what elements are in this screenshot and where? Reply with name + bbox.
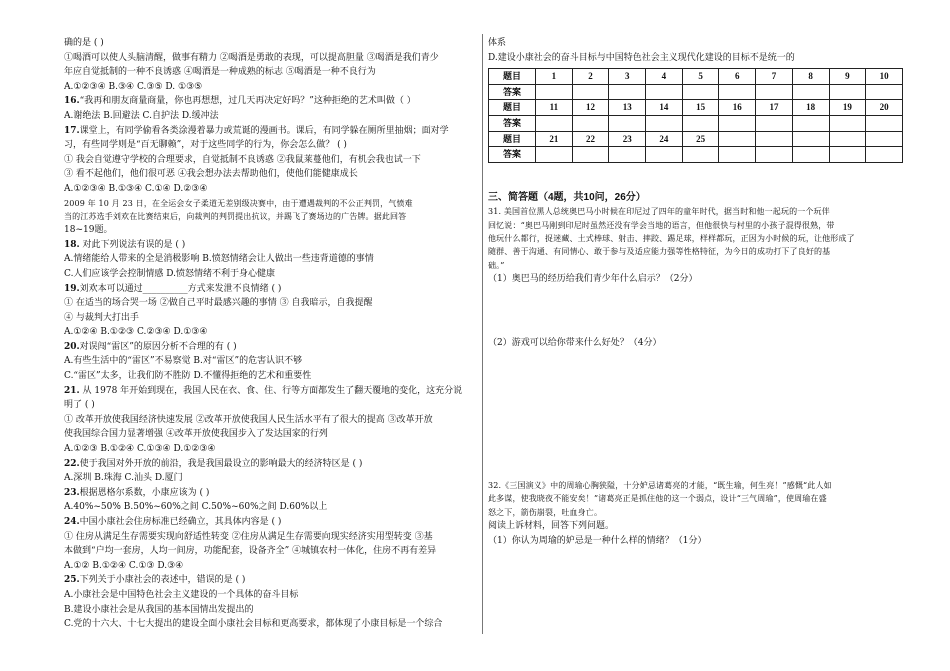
right-column bbox=[488, 36, 908, 548]
answer-space bbox=[488, 351, 908, 479]
exam-line bbox=[64, 197, 474, 210]
question-number-cell: 13 bbox=[609, 100, 646, 116]
q31-sub-1: （1）奥巴马的经历给我们青少年什么启示？（2分） bbox=[488, 273, 698, 284]
question-number-cell: 4 bbox=[646, 69, 683, 85]
q31-line: 31. 美国首位黑人总统奥巴马小时候在印尼过了四年的童年时代，据当时和他一起玩的一个玩伴 bbox=[488, 207, 830, 217]
question-number-cell: 20 bbox=[866, 100, 903, 116]
answer-cell[interactable] bbox=[829, 84, 866, 100]
question-number-cell: 17 bbox=[756, 100, 793, 116]
q31-line: 回忆说：“奥巴马刚到印尼时虽然还没有学会当地的语言，但他很快与村里的小孩子混得很熟，带 bbox=[488, 220, 835, 230]
line-text: A.①②③④ B.①③④ C.①④ D.②③④ bbox=[64, 183, 208, 194]
answer-space bbox=[488, 286, 908, 336]
line-text: 年应自觉抵制的一种不良诱惑 ④喝酒是一种成熟的标志 ⑤喝酒是一种不良行为 bbox=[64, 67, 376, 78]
question-number: 17. bbox=[64, 125, 80, 136]
q32-sub-1: （1）你认为周瑜的妒忌是一种什么样的情绪？（1分） bbox=[488, 535, 707, 546]
exam-line bbox=[64, 167, 474, 182]
left-column bbox=[64, 36, 474, 632]
answer-label: 答案 bbox=[489, 147, 536, 163]
question-number-cell bbox=[866, 131, 903, 147]
answer-cell[interactable] bbox=[829, 147, 866, 163]
exam-line bbox=[64, 369, 474, 384]
answer-cell[interactable] bbox=[682, 84, 719, 100]
question-number-cell: 22 bbox=[572, 131, 609, 147]
answer-cell[interactable] bbox=[866, 84, 903, 100]
question-number-cell: 16 bbox=[719, 100, 756, 116]
exam-line bbox=[64, 282, 474, 297]
line-text: 习，有些同学则是“百无聊赖”，对于这些同学的行为，你会怎么做？ ( ) bbox=[64, 140, 347, 151]
answer-row bbox=[489, 115, 903, 131]
line-text: 下列关于小康社会的表述中，错误的是 ( ) bbox=[79, 575, 246, 586]
line-text: ① 我会自觉遵守学校的合理要求，自觉抵制不良诱惑 ②我鼠莱蔓他们，有机会我也试一下 bbox=[64, 154, 421, 165]
row-label: 题目 bbox=[489, 100, 536, 116]
line-text: 确的是 ( ) bbox=[64, 38, 104, 48]
question-number-cell: 7 bbox=[756, 69, 793, 85]
exam-line bbox=[64, 238, 474, 253]
line-text: 刘欢本可以通过__________方式来发泄不良情绪 ( ) bbox=[79, 283, 282, 294]
question-number-cell: 18 bbox=[792, 100, 829, 116]
q25-option-d: D.建设小康社会的奋斗目标与中国特色社会主义现代化建设的目标不是统一的 bbox=[488, 52, 795, 63]
exam-line bbox=[64, 109, 474, 124]
question-number-row bbox=[489, 69, 903, 85]
question-number: 23. bbox=[64, 487, 80, 498]
exam-line bbox=[64, 124, 474, 139]
answer-cell[interactable] bbox=[646, 147, 683, 163]
exam-line bbox=[64, 617, 474, 632]
exam-line bbox=[64, 559, 474, 574]
question-number-cell bbox=[829, 131, 866, 147]
question-number-cell: 5 bbox=[682, 69, 719, 85]
answer-cell[interactable] bbox=[866, 147, 903, 163]
q31-line: 础。” bbox=[488, 260, 505, 270]
answer-cell[interactable] bbox=[756, 147, 793, 163]
exam-line bbox=[64, 223, 474, 238]
q32-line: 32.《三国演义》中的周瑜心胸狭隘，十分妒忌诸葛亮的才能，“既生瑜，何生亮！”感慨“此人如 bbox=[488, 481, 832, 491]
answer-cell[interactable] bbox=[646, 115, 683, 131]
line-text: 使于我国对外开放的前沿，我是我国最设立的影响最大的经济特区是 ( ) bbox=[79, 458, 363, 469]
line-text: A.有些生活中的“雷区”不易察觉 B.对“雷区”的危害认识不够 bbox=[64, 356, 303, 367]
q31-line: 他玩什么都行，捉迷藏、土式棒球、射击、摔跤、踢足球，样样都玩，正因为小时候的玩，让他形成了 bbox=[488, 233, 855, 243]
line-text: A.深圳 B.珠海 C.汕头 D.厦门 bbox=[64, 473, 183, 484]
q32-line: 此多谋，使我晓夜不能安矣！”诸葛亮正是抓住他的这一个弱点，设计“三气周瑜”，使周瑜在盛 bbox=[488, 494, 827, 504]
line-text: 中国小康社会住房标准已经确立，其具体内容是 ( ) bbox=[79, 517, 282, 527]
exam-line bbox=[64, 65, 474, 80]
answer-label: 答案 bbox=[489, 84, 536, 100]
line-text: 课堂上，有同学偷看各类涂漫着暴力或荒诞的漫画书。课后，有同学躲在厕所里抽烟；面对学 bbox=[79, 125, 449, 136]
question-number: 19. bbox=[64, 283, 80, 294]
exam-line bbox=[64, 296, 474, 311]
answer-cell[interactable] bbox=[719, 115, 756, 131]
answer-cell[interactable] bbox=[756, 84, 793, 100]
line-text: ① 在适当的场合哭一场 ②做自己平时最感兴趣的事情 ③ 自我暗示，自我提醒 bbox=[64, 298, 373, 309]
line-text: 当的江苏选手刘欢在比赛结束后，向裁判的判罚提出抗议，并踢飞了赛场边的广告牌。据此回答 bbox=[64, 211, 407, 221]
line-text: ③ 看不起他们，他们很可恶 ④我会想办法去帮助他们，使他们能健康成长 bbox=[64, 169, 358, 180]
question-number-cell: 25 bbox=[682, 131, 719, 147]
exam-line bbox=[64, 94, 474, 109]
exam-line bbox=[64, 182, 474, 197]
line-text: A.谢绝法 B.回避法 C.自护法 D.缓冲法 bbox=[64, 110, 219, 121]
question-number-cell bbox=[719, 131, 756, 147]
exam-line bbox=[64, 36, 474, 51]
line-text: 2009 年 10 月 23 日，在全运会女子柔道无差别级决赛中，由于遭遇裁判的不公正判罚，气愤难 bbox=[64, 198, 413, 208]
exam-line bbox=[64, 267, 474, 282]
answer-label: 答案 bbox=[489, 115, 536, 131]
question-number-row bbox=[489, 131, 903, 147]
line-text: 对此下列说法有误的是 ( ) bbox=[79, 239, 186, 250]
q32-intro: 阅读上诉材料，回答下列问题。 bbox=[488, 520, 615, 531]
line-text: 18~19题。 bbox=[64, 225, 113, 236]
line-text: A.①②④ B.①②③ C.②③④ D.①③④ bbox=[64, 327, 208, 338]
question-number-cell: 23 bbox=[609, 131, 646, 147]
exam-line bbox=[64, 325, 474, 340]
answer-cell[interactable] bbox=[866, 115, 903, 131]
answer-cell[interactable] bbox=[646, 84, 683, 100]
exam-line bbox=[64, 153, 474, 168]
exam-line bbox=[64, 603, 474, 618]
question-number-cell: 8 bbox=[792, 69, 829, 85]
exam-line bbox=[64, 427, 474, 442]
question-number: 16. bbox=[64, 96, 80, 107]
exam-line bbox=[64, 354, 474, 369]
line-text: C.“雷区”太多，让我们防不胜防 D.不懂得拒绝的艺术和重要性 bbox=[64, 371, 312, 382]
exam-line bbox=[64, 413, 474, 428]
answer-cell[interactable] bbox=[536, 84, 573, 100]
line-text: A.40%~50% B.50%~60%之间 C.50%~60%之间 D.60%以上 bbox=[64, 502, 328, 513]
answer-cell[interactable] bbox=[792, 84, 829, 100]
exam-line bbox=[64, 252, 474, 267]
line-text: 从 1978 年开始到现在，我国人民在衣、食、住、行等方面都发生了翻天覆地的变化，这充分说 bbox=[79, 385, 463, 396]
exam-line bbox=[64, 471, 474, 486]
question-number-cell: 15 bbox=[682, 100, 719, 116]
answer-cell[interactable] bbox=[719, 147, 756, 163]
question-number-cell bbox=[756, 131, 793, 147]
q32-line: 怒之下，箭伤崩裂，吐血身亡。 bbox=[488, 507, 603, 517]
line-text: ① 住房从满足生存需要实现向舒适性转变 ②住房从满足生存需要向现实经济实用型转变 ③基 bbox=[64, 531, 433, 542]
question-number: 20. bbox=[64, 341, 80, 352]
line-text: C.人们应该学会控制情感 D.愤怒情绪不利于身心健康 bbox=[64, 268, 276, 279]
answer-cell[interactable] bbox=[572, 115, 609, 131]
line-text: C.党的十六大、十七大提出的建设全面小康社会目标和更高要求，都体现了小康目标是一个综合 bbox=[64, 619, 443, 630]
question-32 bbox=[488, 479, 908, 519]
line-text: A.情绪能给人带来的全是消极影响 B.愤怒情绪会让人做出一些违背道德的事情 bbox=[64, 254, 374, 265]
answer-cell[interactable] bbox=[572, 147, 609, 163]
question-number-cell: 10 bbox=[866, 69, 903, 85]
exam-line bbox=[64, 573, 474, 588]
answer-table bbox=[488, 68, 903, 163]
question-number-cell: 1 bbox=[536, 69, 573, 85]
line-text: ① 改革开放使我国经济快速发展 ②改革开放使我国人民生活水平有了很大的提高 ③改革开放 bbox=[64, 414, 433, 425]
answer-cell[interactable] bbox=[792, 115, 829, 131]
question-number-cell: 24 bbox=[646, 131, 683, 147]
answer-cell[interactable] bbox=[536, 147, 573, 163]
line-text: “我再和朋友商量商量，你也再想想，过几天再决定好吗？”这种拒绝的艺术叫做（ ） bbox=[79, 96, 416, 107]
answer-cell[interactable] bbox=[682, 115, 719, 131]
answer-cell[interactable] bbox=[609, 147, 646, 163]
question-number-cell bbox=[792, 131, 829, 147]
question-number-cell: 14 bbox=[646, 100, 683, 116]
exam-line bbox=[64, 530, 474, 545]
exam-line bbox=[64, 51, 474, 66]
answer-cell[interactable] bbox=[609, 115, 646, 131]
question-number-cell: 21 bbox=[536, 131, 573, 147]
line-text: 使我国综合国力显著增强 ④改革开放使我国步入了发达国家的行列 bbox=[64, 429, 328, 440]
answer-cell[interactable] bbox=[719, 84, 756, 100]
exam-line bbox=[64, 138, 474, 153]
answer-row bbox=[489, 84, 903, 100]
line-text: ④ 与裁判大打出手 bbox=[64, 312, 139, 323]
exam-line bbox=[64, 398, 474, 413]
question-number: 24. bbox=[64, 517, 80, 527]
q31-line: 随群、善于沟通、有同情心、敢于参与及适应能力强等性格特征，为今日的成功打下了良好的基 bbox=[488, 247, 831, 257]
question-number-cell: 9 bbox=[829, 69, 866, 85]
exam-line bbox=[64, 515, 474, 530]
exam-line bbox=[64, 311, 474, 326]
answer-cell[interactable] bbox=[572, 84, 609, 100]
exam-line bbox=[64, 588, 474, 603]
answer-cell[interactable] bbox=[609, 84, 646, 100]
section-heading: 三、简答题（4题，共10问，26分） bbox=[488, 191, 646, 203]
answer-cell[interactable] bbox=[829, 115, 866, 131]
question-number: 22. bbox=[64, 458, 80, 469]
answer-row bbox=[489, 147, 903, 163]
line-text: 本做到“户均一套房，人均一间房，功能配套，设备齐全” ④城镇农村一体化，住房不再有差异 bbox=[64, 546, 437, 557]
exam-line bbox=[64, 340, 474, 355]
question-number-cell: 6 bbox=[719, 69, 756, 85]
line-text: A.小康社会是中国特色社会主义建设的一个具体的奋斗目标 bbox=[64, 589, 299, 600]
exam-line bbox=[64, 442, 474, 457]
question-number-cell: 11 bbox=[536, 100, 573, 116]
line-text: A.①② B.①②④ C.①③ D.③④ bbox=[64, 560, 184, 571]
line-text: A.①②③④ B.③④ C.③⑤ D. ①③⑤ bbox=[64, 81, 203, 92]
answer-cell[interactable] bbox=[682, 147, 719, 163]
column-divider bbox=[482, 34, 483, 634]
line-text: 明了 ( ) bbox=[64, 400, 95, 411]
question-number-cell: 2 bbox=[572, 69, 609, 85]
line-text: 根据恩格尔系数，小康应该为 ( ) bbox=[79, 487, 210, 498]
exam-line bbox=[64, 80, 474, 95]
q31-sub-2: （2）游戏可以给你带来什么好处？（4分） bbox=[488, 338, 662, 349]
exam-line bbox=[64, 544, 474, 559]
question-31 bbox=[488, 205, 908, 271]
question-number-row bbox=[489, 100, 903, 116]
line-text: ①喝酒可以使人头脑清醒，做事有精力 ②喝酒是勇敢的表现，可以提高胆量 ③喝酒是我们青少 bbox=[64, 52, 439, 63]
question-number: 18. bbox=[64, 239, 80, 250]
question-number-cell: 19 bbox=[829, 100, 866, 116]
question-number: 21. bbox=[64, 385, 80, 396]
exam-line bbox=[64, 486, 474, 501]
question-number: 25. bbox=[64, 575, 80, 586]
question-number-cell: 12 bbox=[572, 100, 609, 116]
line-text: B.建设小康社会是从我国的基本国情出发提出的 bbox=[64, 604, 254, 615]
exam-line bbox=[64, 210, 474, 223]
exam-line bbox=[64, 457, 474, 472]
answer-cell[interactable] bbox=[792, 147, 829, 163]
row-label: 题目 bbox=[489, 131, 536, 147]
row-label: 题目 bbox=[489, 69, 536, 85]
question-number-cell: 3 bbox=[609, 69, 646, 85]
line-text: A.①②③ B.①②④ C.①③④ D.①②③④ bbox=[64, 444, 216, 455]
exam-line bbox=[64, 500, 474, 515]
q25-option-c-continued: 体系 bbox=[488, 38, 507, 48]
answer-cell[interactable] bbox=[756, 115, 793, 131]
line-text: 对误闯“雷区”的原因分析不合理的有 ( ) bbox=[79, 341, 237, 352]
answer-cell[interactable] bbox=[536, 115, 573, 131]
exam-line bbox=[64, 384, 474, 399]
